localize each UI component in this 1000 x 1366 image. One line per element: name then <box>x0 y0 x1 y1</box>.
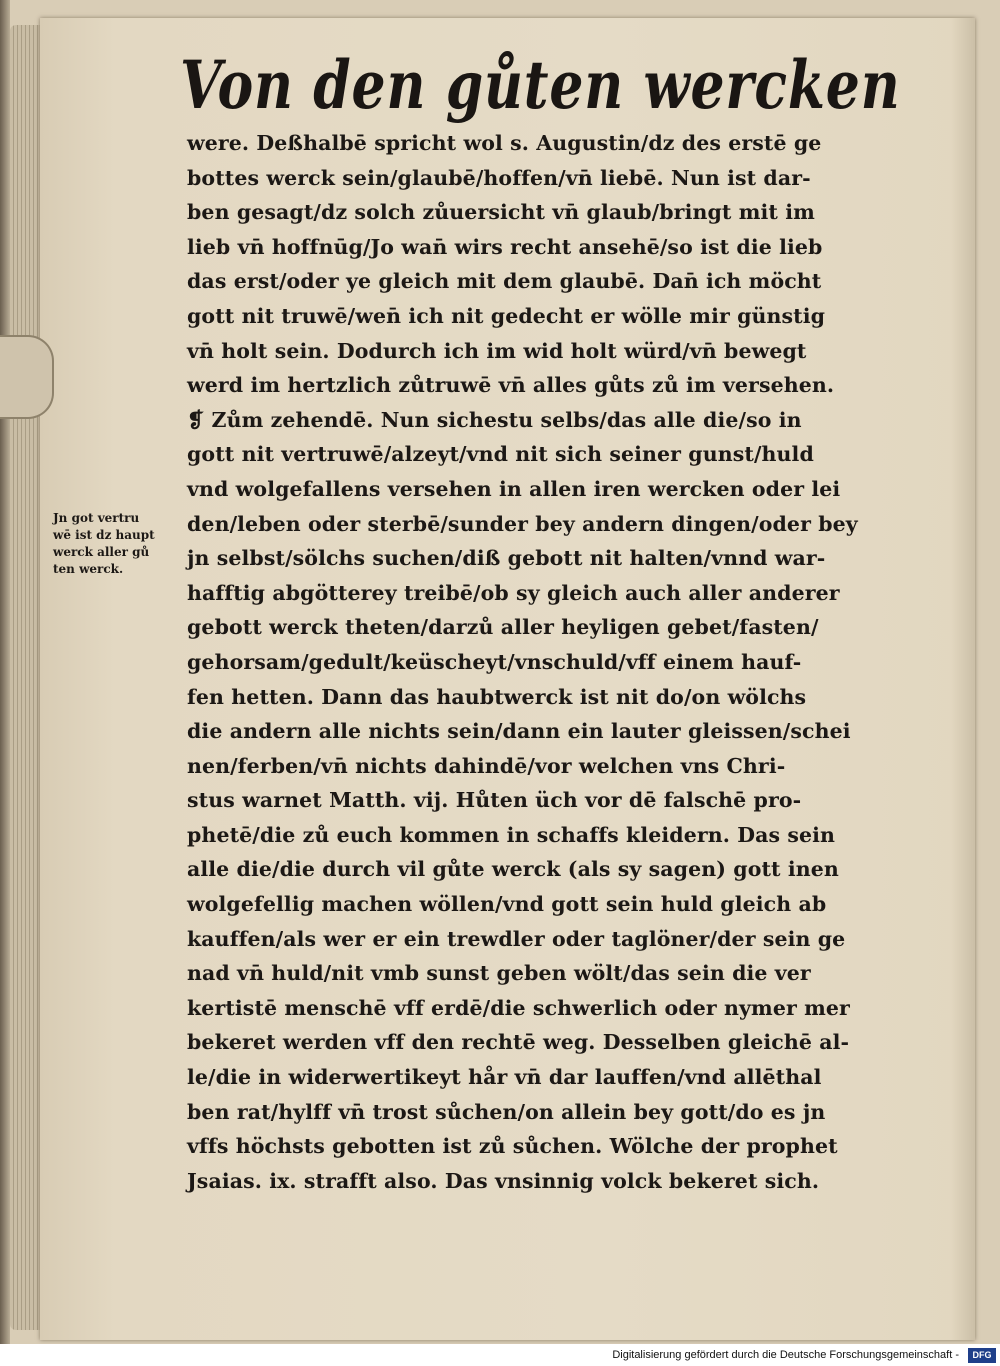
text-line: vffs höchsts gebotten ist zů sůchen. Wölche der prophet <box>187 1134 838 1159</box>
marginal-note-line: werck aller gů <box>53 545 150 559</box>
marginal-note-line: ten werck. <box>53 562 124 576</box>
digitization-credit: Digitalisierung gefördert durch die Deutsche Forschungsgemeinschaft - <box>608 1346 963 1364</box>
text-line: gebott werck theten/darzů aller heyligen gebet/fasten/ <box>187 615 819 640</box>
text-line: bekeret werden vff den rechtē weg. Desselben gleichē al- <box>187 1030 850 1055</box>
text-line: kertistē menschē vff erdē/die schwerlich oder nymer mer <box>187 995 850 1020</box>
book-clasp <box>0 335 54 419</box>
text-line: bottes werck sein/glaubē/hoffen/vn̄ liebē. Nun ist dar- <box>187 165 811 190</box>
text-line: den/leben oder sterbē/sunder bey andern dingen/oder bey <box>187 511 858 536</box>
text-line: das erst/oder ye gleich mit dem glaubē. Dan̄ ich möcht <box>187 269 822 294</box>
text-line: fen hetten. Dann das haubtwerck ist nit do/on wölchs <box>187 684 807 709</box>
marginal-note-line: wē ist dz haupt <box>53 528 155 542</box>
text-line: gott nit vertruwē/alzeyt/vnd nit sich seiner gunst/huld <box>187 442 814 467</box>
text-line: stus warnet Matth. vij. Hůten üch vor dē falschē pro- <box>187 788 802 813</box>
page-right-edge <box>951 18 975 1340</box>
text-line: phetē/die zů euch kommen in schaffs kleidern. Das sein <box>187 822 836 847</box>
text-line: ben gesagt/dz solch zůuersicht vn̄ glaub/bringt mit im <box>187 200 815 225</box>
text-line: vnd wolgefallens versehen in allen iren wercken oder lei <box>187 476 841 501</box>
text-line: kauffen/als wer er ein trewdler oder taglöner/der sein ge <box>187 926 846 951</box>
text-line: hafftig abgötterey treibē/ob sy gleich auch aller anderer <box>187 580 840 605</box>
text-line: nad vn̄ huld/nit vmb sunst geben wölt/das sein die ver <box>187 961 811 986</box>
text-line: jn selbst/sölchs suchen/diß gebott nit halten/vnnd war- <box>187 546 826 571</box>
text-line: Jsaias. ix. strafft also. Das vnsinnig volck bekeret sich. <box>187 1168 820 1193</box>
text-line: gehorsam/gedult/keüscheyt/vnschuld/vff einem hauf- <box>187 649 802 674</box>
text-line: alle die/die durch vil gůte werck (als sy sagen) gott inen <box>187 857 839 882</box>
text-line: wolgefellig machen wöllen/vnd gott sein huld gleich ab <box>187 892 827 917</box>
text-line: werd im hertzlich zůtruwē vn̄ alles gůts zů im versehen. <box>187 373 835 398</box>
text-line: lieb vn̄ hoffnūg/Jo wan̄ wirs recht ansehē/so ist die lieb <box>187 234 823 259</box>
text-line: gott nit truwē/wen̄ ich nit gedecht er wölle mir günstig <box>187 303 826 328</box>
running-title: Von den gůten wercken <box>180 46 901 124</box>
text-line: were. Deßhalbē spricht wol s. Augustin/dz des erstē ge <box>187 131 822 155</box>
text-line: ben rat/hylff vn̄ trost sůchen/on allein bey gott/do es jn <box>187 1099 826 1124</box>
marginal-note <box>53 510 195 578</box>
text-line: die andern alle nichts sein/dann ein lauter gleissen/schei <box>187 719 851 744</box>
text-line: le/die in widerwertikeyt hår vn̄ dar lauffen/vnd allēthal <box>187 1065 822 1090</box>
body-text-block <box>187 126 887 1198</box>
text-line: ❡ Zům zehendē. Nun sichestu selbs/das alle die/so in <box>187 407 802 432</box>
dfg-logo-icon: DFG <box>968 1348 996 1363</box>
book-edge-shadow <box>0 0 10 1345</box>
text-line: nen/ferben/vn̄ nichts dahindē/vor welchen vns Chri- <box>187 753 786 778</box>
text-line: vn̄ holt sein. Dodurch ich im wid holt würd/vn̄ bewegt <box>187 338 807 363</box>
marginal-note-line: Jn got vertru <box>53 511 140 525</box>
